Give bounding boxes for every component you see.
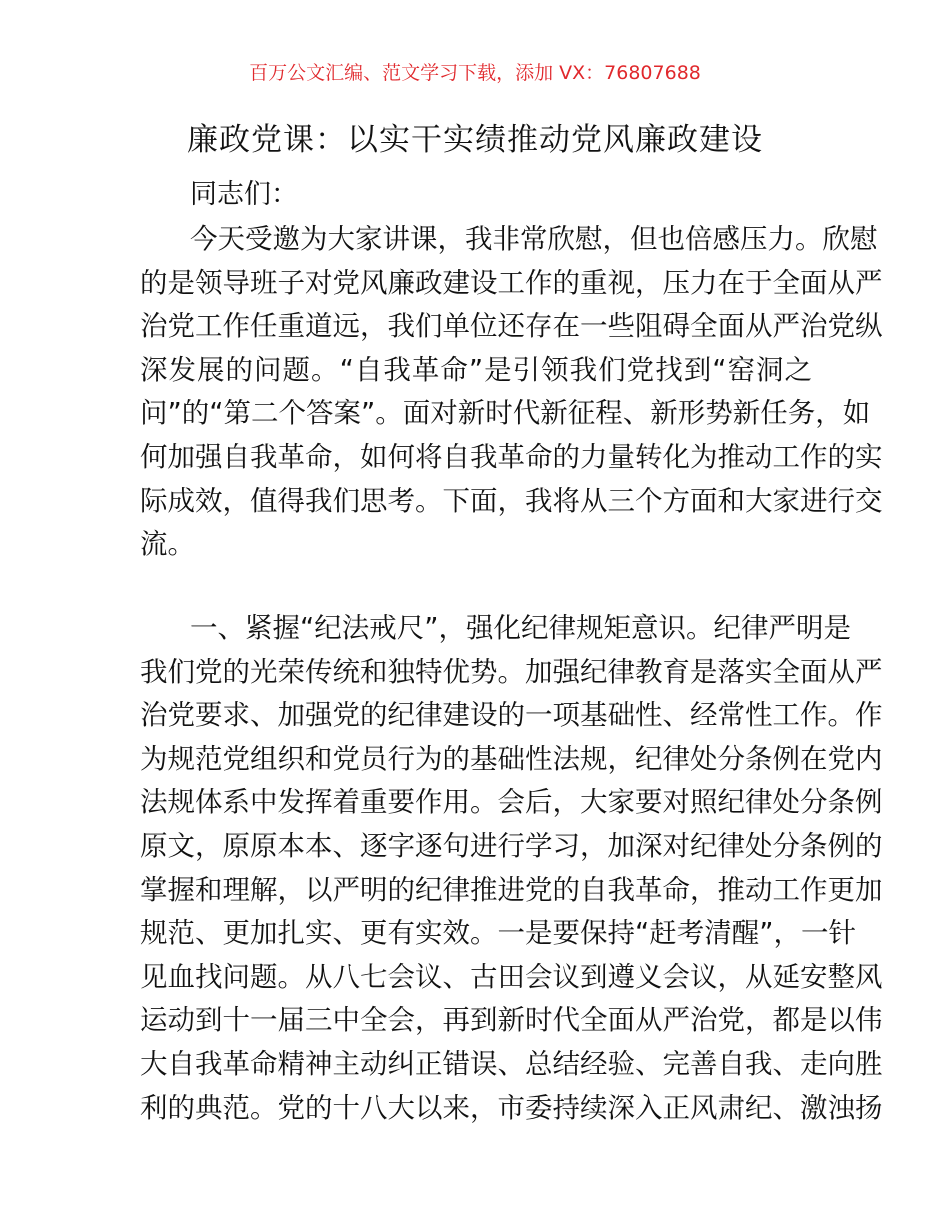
text-line: 治党工作任重道远，我们单位还存在一些阻碍全面从严治党纵 [140, 310, 883, 343]
text-line: 法规体系中发挥着重要作用。会后，大家要对照纪律处分条例 [140, 786, 883, 819]
text-line: 我们党的光荣传统和独特优势。加强纪律教育是落实全面从严 [140, 655, 883, 688]
paragraph-section-one [140, 607, 883, 1130]
text-line: 原文，原原本本、逐字逐句进行学习，加深对纪律处分条例的 [140, 829, 883, 862]
text-line: 大自我革命精神主动纠正错误、总结经验、完善自我、走向胜 [140, 1047, 883, 1080]
text-line: 何加强自我革命，如何将自我革命的力量转化为推动工作的实 [140, 440, 883, 473]
greeting: 同志们： [190, 179, 298, 210]
text-line: 际成效，值得我们思考。下面，我将从三个方面和大家进行交 [140, 484, 883, 517]
paragraph-intro [140, 218, 883, 567]
text-line: 为规范党组织和党员行为的基础性法规，纪律处分条例在党内 [140, 742, 883, 775]
text-line: 运动到十一届三中全会，再到新时代全面从严治党，都是以伟 [140, 1004, 883, 1037]
text-line: 见血找问题。从八七会议、古田会议到遵义会议，从延安整风 [140, 960, 883, 993]
text-line: 一、紧握“纪法戒尺”，强化纪律规矩意识。纪律严明是 [190, 612, 851, 644]
text-line: 治党要求、加强党的纪律建设的一项基础性、经常性工作。作 [140, 699, 883, 732]
document-title: 廉政党课：以实干实绩推动党风廉政建设 [187, 122, 763, 158]
text-line: 问”的“第二个答案”。面对新时代新征程、新形势新任务，如 [140, 397, 871, 430]
text-line: 今天受邀为大家讲课，我非常欣慰，但也倍感压力。欣慰 [190, 223, 878, 255]
text-line: 深发展的问题。“自我革命”是引领我们党找到“窑洞之 [140, 353, 812, 386]
text-line: 的是领导班子对党风廉政建设工作的重视，压力在于全面从严 [140, 266, 883, 299]
text-line: 规范、更加扎实、更有实效。一是要保持“赶考清醒”，一针 [140, 917, 856, 950]
watermark-banner: 百万公文汇编、范文学习下载，添加 VX：76807688 [249, 62, 701, 84]
text-line: 流。 [140, 528, 195, 561]
text-line: 利的典范。党的十八大以来，市委持续深入正风肃纪、激浊扬 [140, 1091, 883, 1124]
text-line: 掌握和理解，以严明的纪律推进党的自我革命，推动工作更加 [140, 873, 883, 906]
